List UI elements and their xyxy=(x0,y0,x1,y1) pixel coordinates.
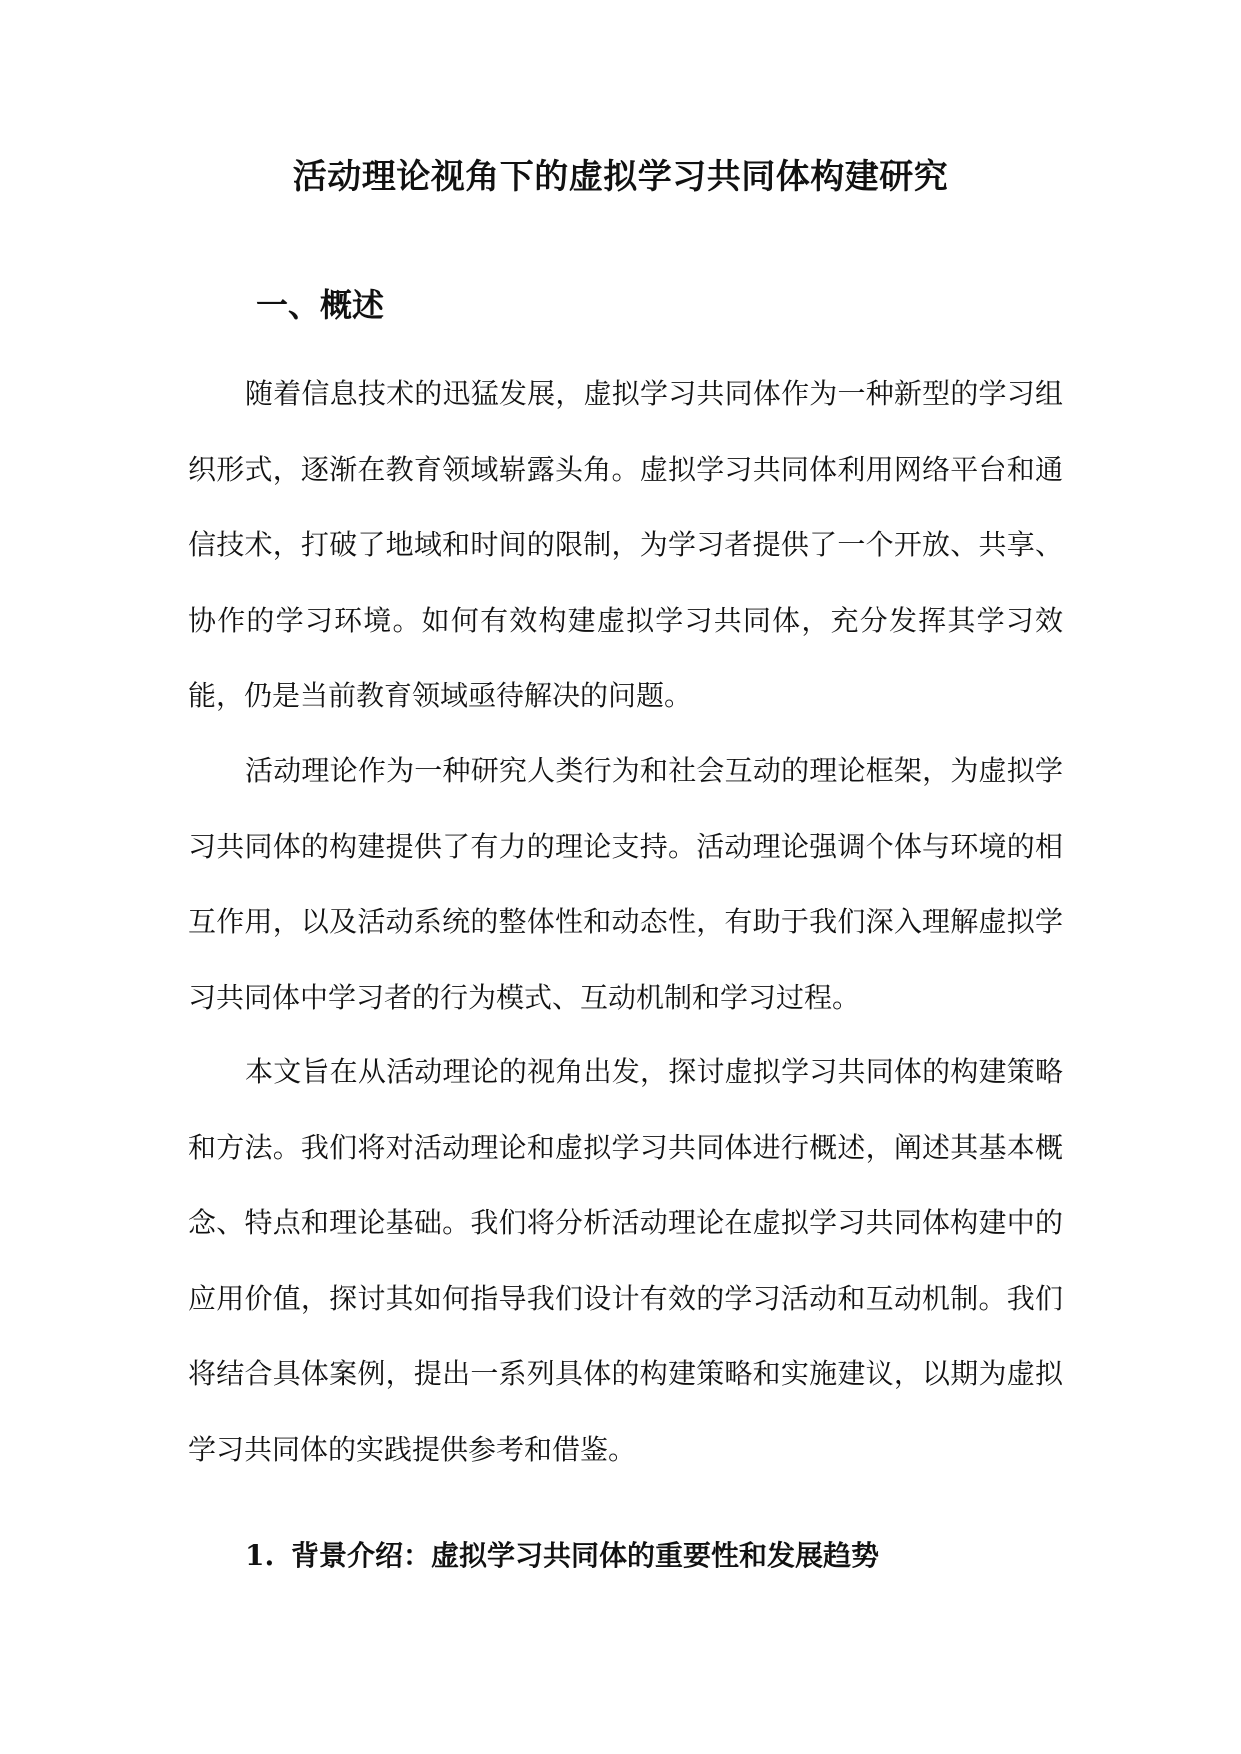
subsection-number: 1. xyxy=(245,1539,275,1572)
paragraph-2: 活动理论作为一种研究人类行为和社会互动的理论框架，为虚拟学习共同体的构建提供了有力的理论支持。活动理论强调个体与环境的相互作用，以及活动系统的整体性和动态性，有助于我们深入理解虚拟学习共同体中学习者的行为模式、互动机制和学习过程。 xyxy=(188,754,1063,1014)
subsection-heading xyxy=(245,1536,879,1576)
document-title: 活动理论视角下的虚拟学习共同体构建研究 xyxy=(292,157,949,197)
paragraph-3: 本文旨在从活动理论的视角出发，探讨虚拟学习共同体的构建策略和方法。我们将对活动理论和虚拟学习共同体进行概述，阐述其基本概念、特点和理论基础。我们将分析活动理论在虚拟学习共同体构建中的应用价值，探讨其如何指导我们设计有效的学习活动和互动机制。我们将结合具体案例，提出一系列具体的构建策略和实施建议，以期为虚拟学习共同体的实践提供参考和借鉴。 xyxy=(188,1055,1063,1466)
paragraph-1: 随着信息技术的迅猛发展，虚拟学习共同体作为一种新型的学习组织形式，逐渐在教育领域崭露头角。虚拟学习共同体利用网络平台和通信技术，打破了地域和时间的限制，为学习者提供了一个开放、共享、协作的学习环境。如何有效构建虚拟学习共同体，充分发挥其学习效能，仍是当前教育领域亟待解决的问题。 xyxy=(188,377,1063,712)
subsection-title: 背景介绍：虚拟学习共同体的重要性和发展趋势 xyxy=(291,1539,880,1572)
section-heading: 一、概述 xyxy=(256,286,385,324)
